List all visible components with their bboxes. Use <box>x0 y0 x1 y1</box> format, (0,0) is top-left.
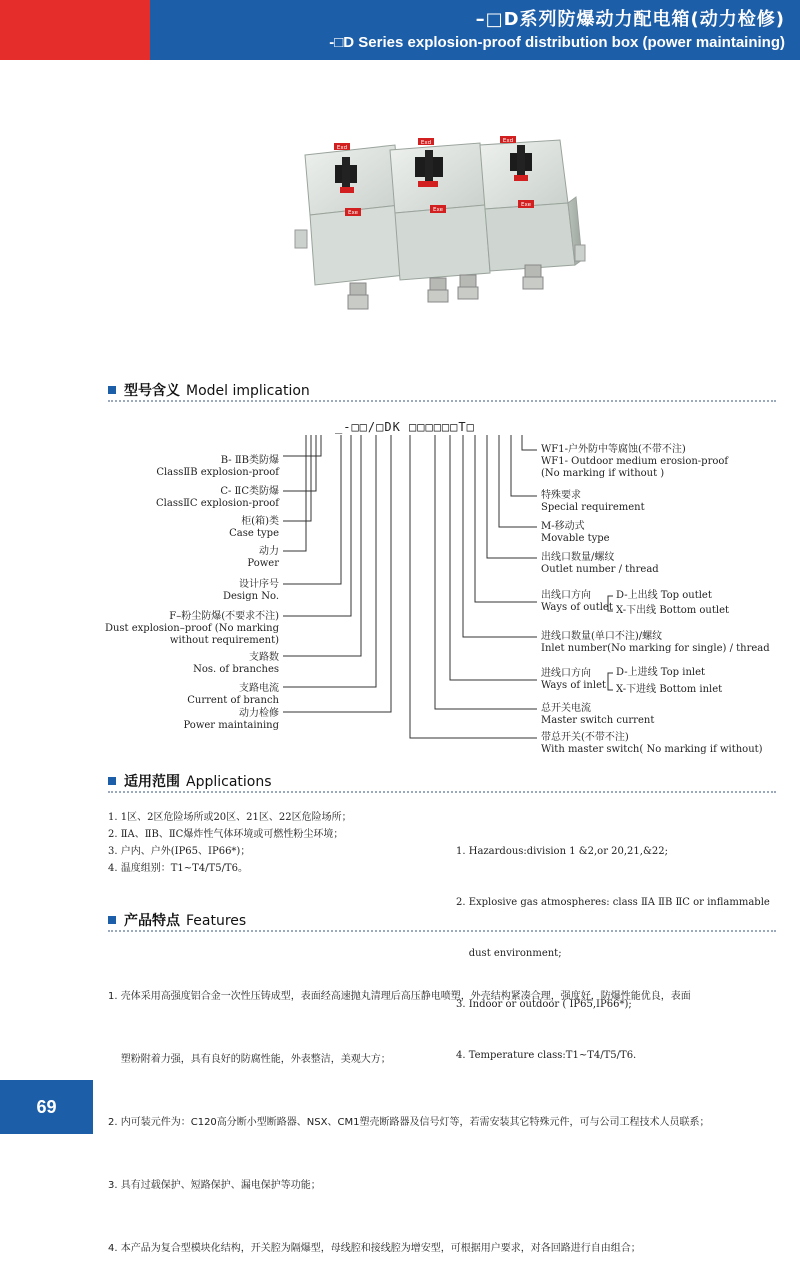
label-inlet-ways: 进线口方向 Ways of inlet <box>541 668 607 691</box>
section-rule <box>108 930 776 932</box>
page-title-en: -□D Series explosion-proof distribution box (power maintaining) <box>329 34 785 51</box>
label-case-type: 柜(箱)类 Case type <box>229 516 279 539</box>
list-item: dust environment; <box>456 948 562 959</box>
label-power: 动力 Power <box>247 546 279 569</box>
list-item: 4. Temperature class:T1~T4/T5/T6. <box>456 1050 637 1061</box>
list-item: 1. Hazardous:division 1 &2,or 20,21,&22; <box>456 846 668 857</box>
label-branches: 支路数 Nos. of branches <box>193 652 279 675</box>
list-item: 3. 具有过载保护、短路保护、漏电保护等功能； <box>108 1180 321 1191</box>
label-inlet-number: 进线口数量(单口不注)/螺纹 Inlet number(No marking for single) / thread <box>541 631 770 654</box>
svg-text:Exe: Exe <box>521 202 531 208</box>
section-heading-model: 型号含义 Model implication <box>108 380 310 400</box>
label-power-maintaining: 动力检修 Power maintaining <box>183 708 279 731</box>
section-marker <box>108 777 116 785</box>
label-outlet-top: D-上出线 Top outlet <box>616 590 712 601</box>
list-item: 2. Explosive gas atmospheres: class ⅡA ⅡB ⅡC or inflammable <box>456 897 770 908</box>
label-class-iic: C- ⅡC类防爆 ClassⅡC explosion-proof <box>156 486 279 509</box>
label-master-switch: 带总开关(不带不注) With master switch( No marking if without) <box>541 732 763 755</box>
list-item: 2. ⅡA、ⅡB、ⅡC爆炸性气体环境或可燃性粉尘环境； <box>108 829 344 840</box>
section-heading-features: 产品特点 Features <box>108 910 246 930</box>
applications-cn-list <box>108 809 352 877</box>
list-item: 1. 1区、2区危险场所或20区、21区、22区危险场所； <box>108 812 352 823</box>
page-number: 69 <box>0 1080 93 1134</box>
features-list <box>108 944 788 1280</box>
label-inlet-top: D-上进线 Top inlet <box>616 667 706 678</box>
list-item: 3. Indoor or outdoor ( IP65,IP66*); <box>456 999 632 1010</box>
label-design-no: 设计序号 Design No. <box>222 579 279 602</box>
label-master-current: 总开关电流 Master switch current <box>541 703 655 726</box>
label-outlet-bottom: X-下出线 Bottom outlet <box>616 605 730 616</box>
svg-text:Exd: Exd <box>420 140 432 146</box>
label-outlet-number: 出线口数量/螺纹 Outlet number / thread <box>541 552 659 575</box>
label-wf1: WF1-户外防中等腐蚀(不带不注) WF1- Outdoor medium erosion-proof (No marking if without ) <box>541 444 729 479</box>
label-branch-current: 支路电流 Current of branch <box>187 683 279 706</box>
list-item: 塑粉附着力强，具有良好的防腐性能，外表整洁，美观大方； <box>108 1054 391 1065</box>
svg-text:Exe: Exe <box>348 210 358 216</box>
svg-text:Exd: Exd <box>336 145 348 151</box>
list-item: 4. 本产品为复合型模块化结构，开关腔为隔爆型，母线腔和接线腔为增安型，可根据用户要求，对各回路进行自由组合； <box>108 1243 641 1254</box>
list-item: 2. 内可装元件为：C120高分断小型断路器、NSX、CM1塑壳断路器及信号灯等，若需安装其它特殊元件，可与公司工程技术人员联系； <box>108 1117 710 1128</box>
label-inlet-bottom: X-下进线 Bottom inlet <box>616 684 723 695</box>
section-rule <box>108 791 776 793</box>
label-movable: M-移动式 Movable type <box>541 521 610 544</box>
page-title-cn: –□D系列防爆动力配电箱(动力检修) <box>475 9 785 30</box>
label-special: 特殊要求 Special requirement <box>541 490 645 513</box>
svg-text:Exe: Exe <box>433 207 443 213</box>
section-marker <box>108 916 116 924</box>
model-code: _-□□/□DK □□□□□□T□ <box>335 420 475 434</box>
list-item: 4. 温度组别：T1~T4/T5/T6。 <box>108 863 248 874</box>
label-class-iib: B- ⅡB类防爆 ClassⅡB explosion-proof <box>156 455 279 478</box>
label-dust-proof: F–粉尘防爆(不要求不注) Dust explosion–proof (No marking without requirement) <box>104 611 279 646</box>
svg-text:Exd: Exd <box>502 138 514 144</box>
label-outlet-ways: 出线口方向 Ways of outlet <box>541 590 613 613</box>
list-item: 1. 壳体采用高强度铝合金一次性压铸成型，表面经高速抛丸清理后高压静电喷塑，外壳结构紧凑合理，强度好，防爆性能优良，表面 <box>108 991 691 1002</box>
section-heading-applications: 适用范围 Applications <box>108 771 272 791</box>
list-item: 3. 户内、户外(IP65、IP66*)； <box>108 846 251 857</box>
